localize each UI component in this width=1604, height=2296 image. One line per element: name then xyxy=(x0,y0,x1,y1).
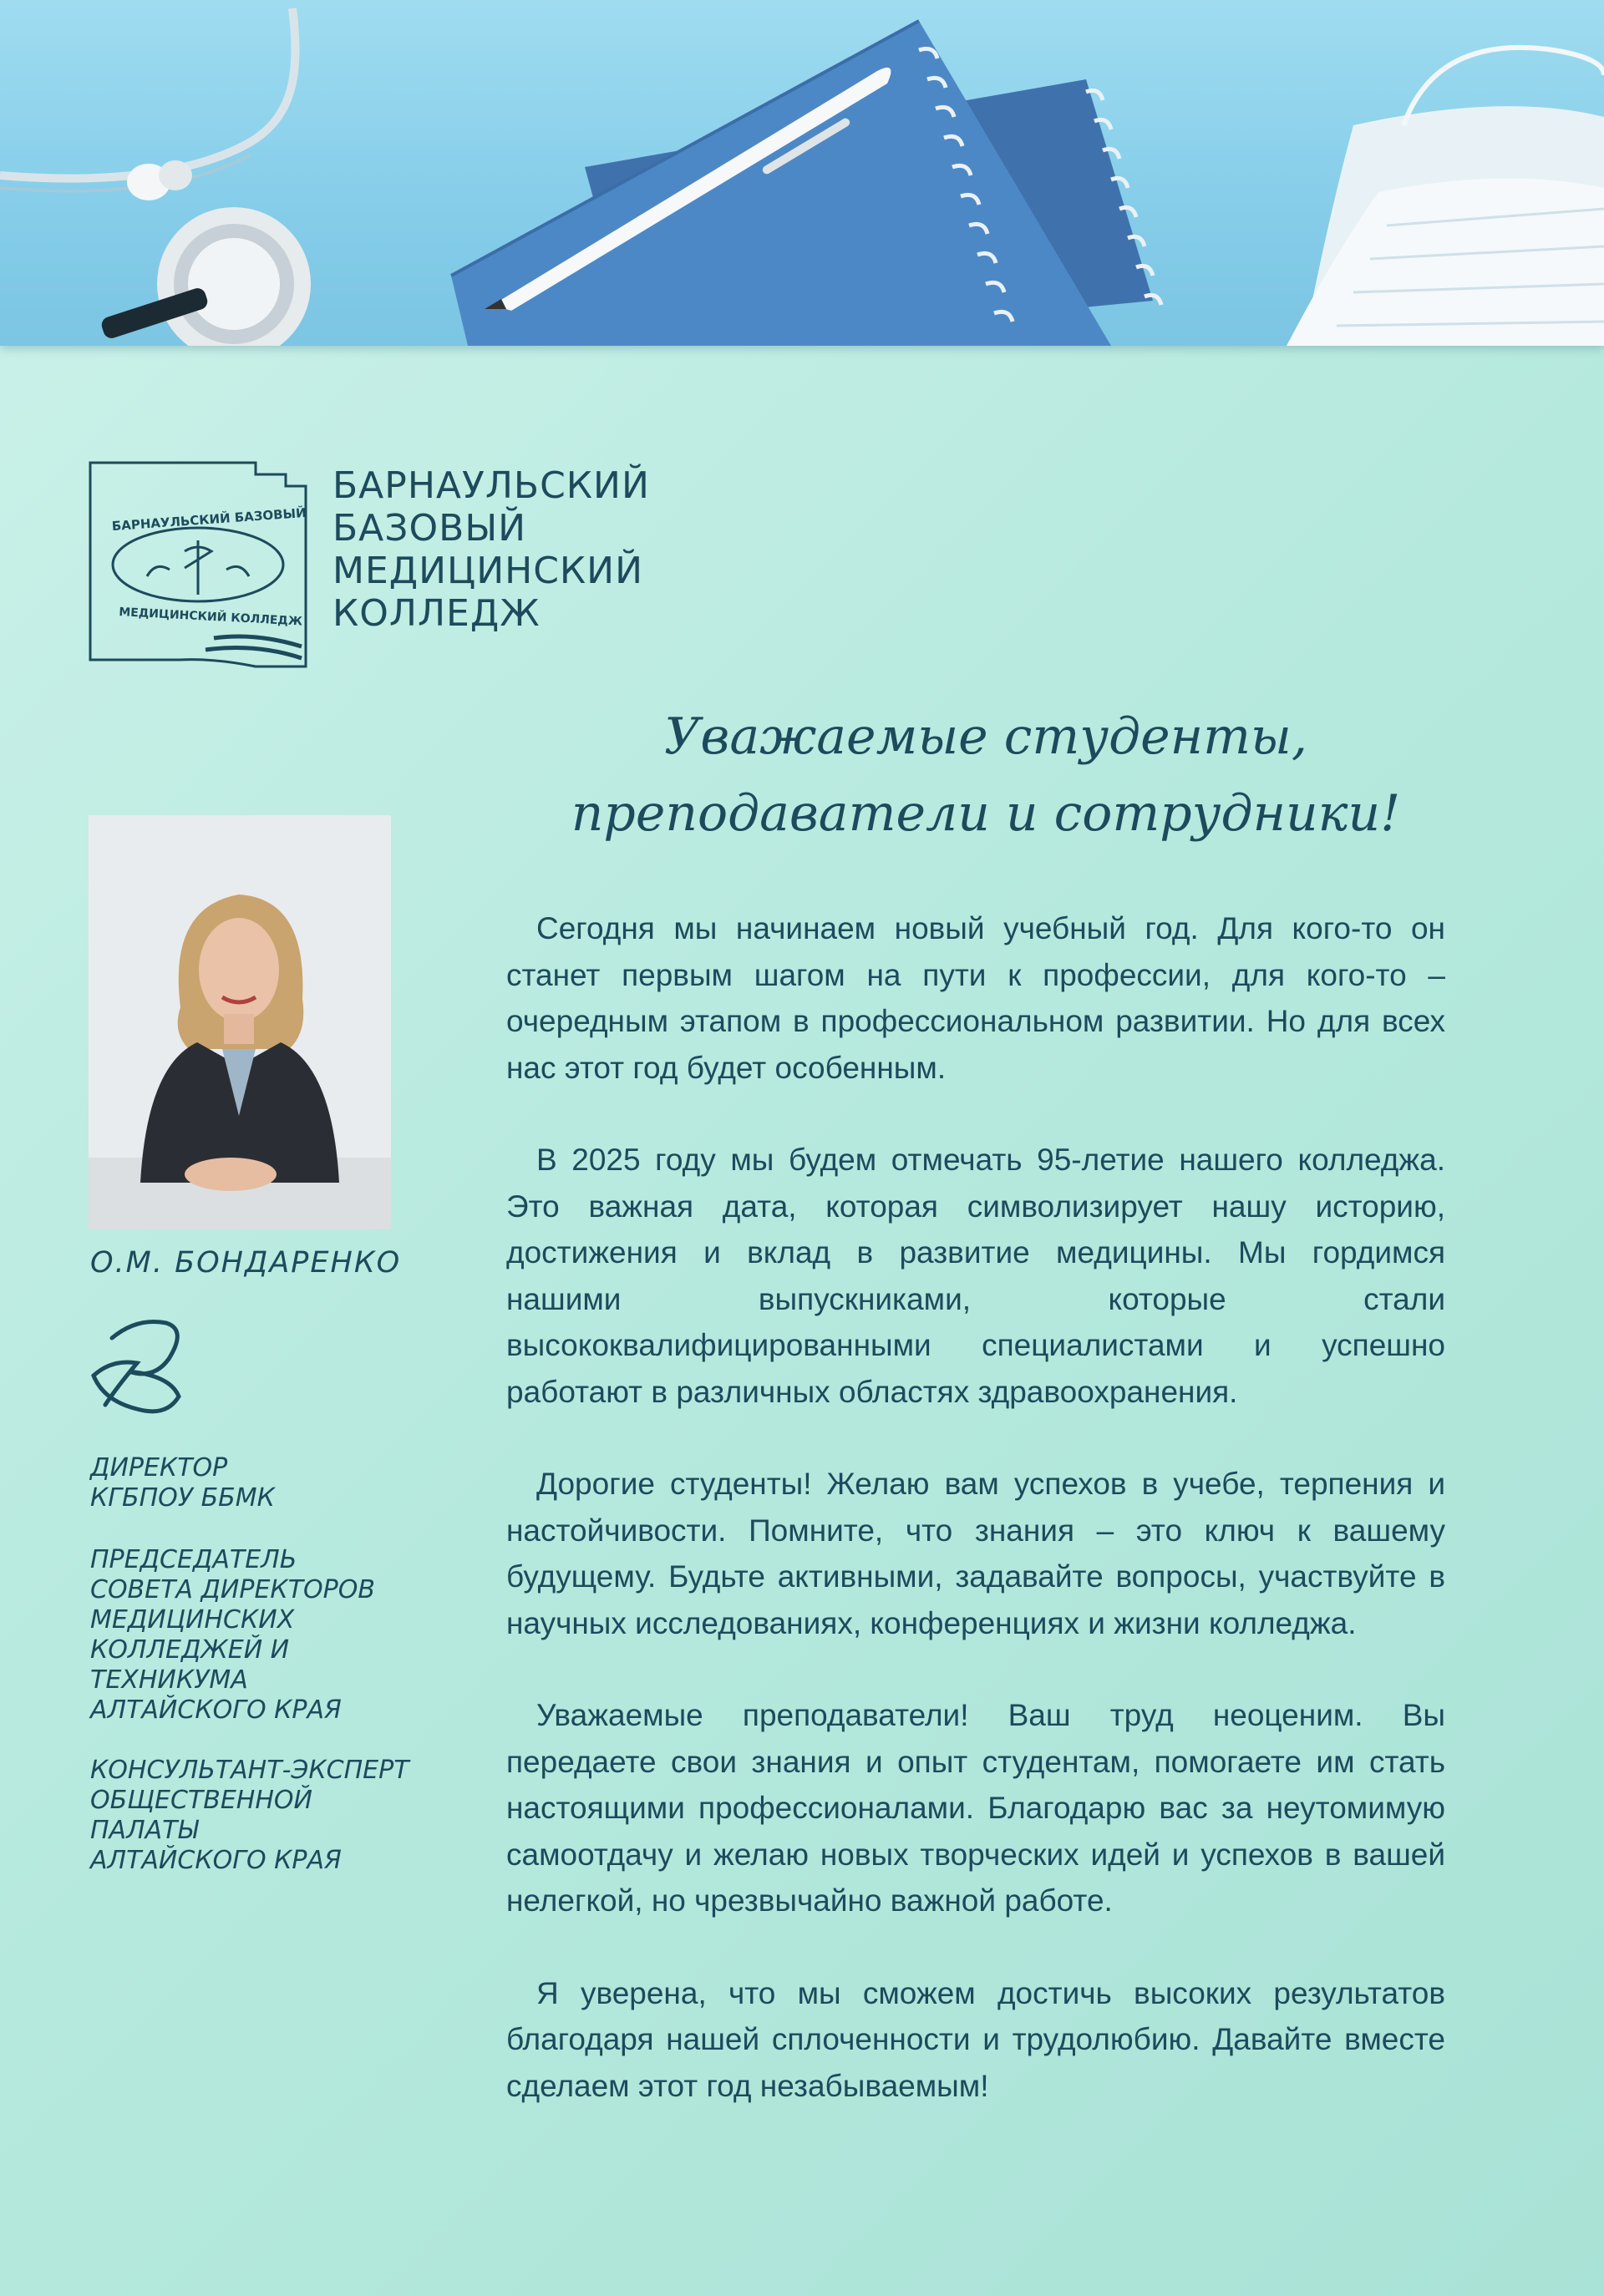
letter-paragraph: Уважаемые преподаватели! Ваш труд неоценим. Вы передаете свои знания и опыт студентам, помогаете им стать настоящими профессионалами. Благодарю вас за неутомимую самоотдачу и желаю новых творческих идей и успехов в вашей нелегкой, но чрезвычайно важной работе. xyxy=(506,1698,1445,1918)
role-line: АЛТАЙСКОГО КРАЯ xyxy=(90,1846,342,1875)
letter-paragraph: Дорогие студенты! Желаю вам успехов в учебе, терпения и настойчивости. Помните, что знания – это ключ к вашему будущему. Будьте активными, задавайте вопросы, участвуйте в научных исследованиях, конференциях и жизни колледжа. xyxy=(506,1467,1445,1640)
role-line: СОВЕТА ДИРЕКТОРОВ xyxy=(90,1575,375,1604)
role-line: ОБЩЕСТВЕННОЙ xyxy=(90,1786,312,1815)
college-name-line: МЕДИЦИНСКИЙ xyxy=(332,550,644,592)
signature-icon xyxy=(87,1313,195,1422)
emblem-top-text: БАРНАУЛЬСКИЙ БАЗОВЫЙ xyxy=(111,504,307,535)
college-name-line: БАЗОВЫЙ xyxy=(332,507,527,550)
role-line: КГБПОУ ББМК xyxy=(90,1483,275,1513)
role-line: МЕДИЦИНСКИХ xyxy=(90,1605,295,1635)
role-line: ДИРЕКТОР xyxy=(90,1453,228,1483)
letter-body xyxy=(506,905,1445,2155)
college-emblem-icon xyxy=(89,461,307,670)
greeting-line-1: Уважаемые студенты, xyxy=(664,707,1307,766)
greeting-line-2: преподаватели и сотрудники! xyxy=(571,784,1401,843)
role-chairman xyxy=(90,1545,458,1726)
notebook-icon xyxy=(451,21,1161,346)
emblem-bottom-text: МЕДИЦИНСКИЙ КОЛЛЕДЖ xyxy=(118,606,303,629)
role-line: АЛТАЙСКОГО КРАЯ xyxy=(90,1695,342,1725)
college-name-line: БАРНАУЛЬСКИЙ xyxy=(332,464,650,507)
role-line: ПРЕДСЕДАТЕЛЬ xyxy=(90,1545,297,1574)
face-mask-icon xyxy=(1287,48,1604,346)
college-name xyxy=(332,464,683,635)
role-line: КОЛЛЕДЖЕЙ И xyxy=(90,1635,290,1665)
role-director xyxy=(90,1453,458,1513)
letter-paragraph: В 2025 году мы будем отмечать 95-летие нашего колледжа. Это важная дата, которая символизирует нашу историю, достижения и вклад в развитие медицины. Мы гордимся нашими выпускниками, которые стали высококвалифицированными специалистами и успешно работают в различных областях здравоохранения. xyxy=(506,1143,1445,1409)
banner-illustration xyxy=(0,0,1604,346)
greeting-title xyxy=(535,698,1437,852)
college-name-line: КОЛЛЕДЖ xyxy=(332,592,541,635)
stethoscope-icon xyxy=(0,8,311,346)
director-name: О.М. БОНДАРЕНКО xyxy=(90,1246,402,1280)
letter-paragraph: Я уверена, что мы сможем достичь высоких результатов благодаря нашей сплоченности и трудолюбию. Давайте вместе сделаем этот год незабываемым! xyxy=(506,1975,1445,2103)
role-line: ПАЛАТЫ xyxy=(90,1816,199,1845)
director-portrait-illustration xyxy=(89,815,391,1229)
director-photo xyxy=(89,815,391,1229)
letter-paragraph: Сегодня мы начинаем новый учебный год. Для кого-то он станет первым шагом на пути к профессии, для кого-то – очередным этапом в профессиональном развитии. Но для всех нас этот год будет особенным. xyxy=(506,911,1445,1085)
role-line: ТЕХНИКУМА xyxy=(90,1665,248,1695)
header-banner xyxy=(0,0,1604,346)
role-line: КОНСУЛЬТАНТ-ЭКСПЕРТ xyxy=(90,1756,409,1785)
role-consultant xyxy=(90,1756,458,1876)
